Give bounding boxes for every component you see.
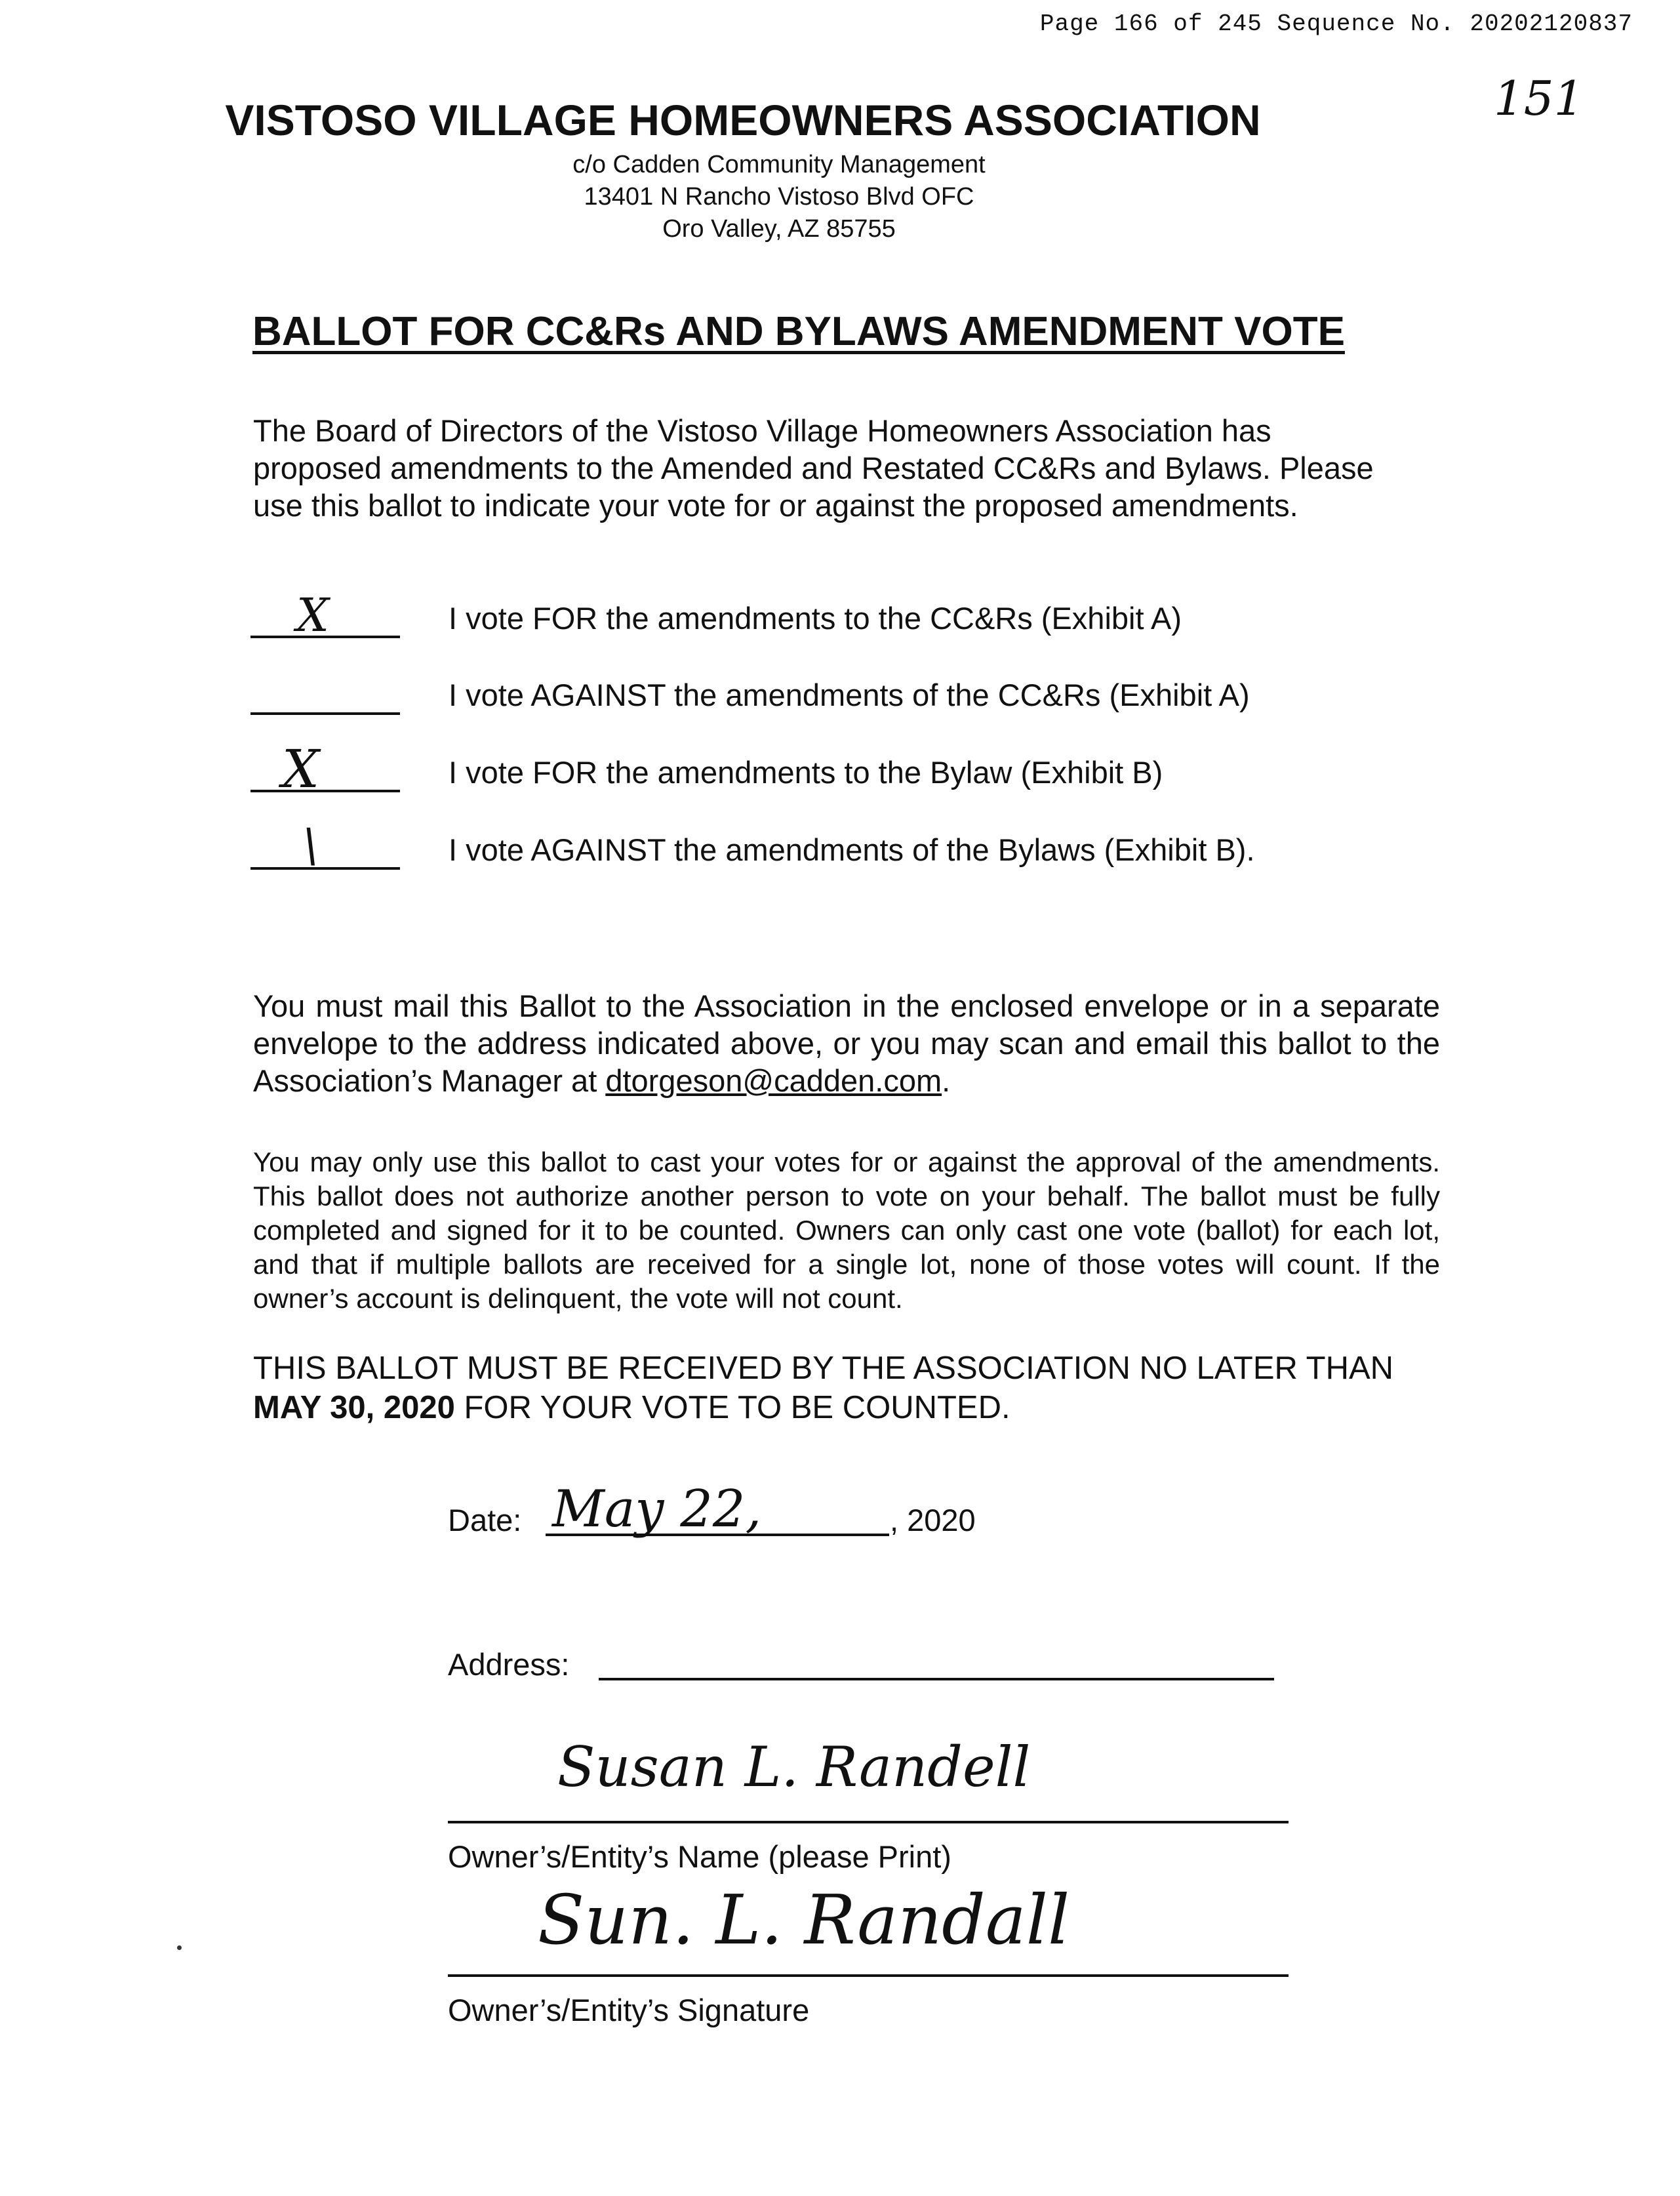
vote-option-bylaws-for[interactable]: [250, 739, 1431, 800]
vote-blank[interactable]: [250, 712, 400, 715]
ballot-title: BALLOT FOR CC&Rs AND BYLAWS AMENDMENT VOTE: [252, 309, 1345, 354]
vote-mark: X: [296, 588, 329, 642]
address-line: Oro Valley, AZ 85755: [662, 215, 896, 243]
address-line: c/o Cadden Community Management: [572, 151, 986, 178]
vote-blank[interactable]: [250, 867, 400, 870]
deadline-text-end: FOR YOUR VOTE TO BE COUNTED.: [454, 1390, 1010, 1425]
address-field[interactable]: [599, 1678, 1274, 1680]
vote-option-ccrs-for[interactable]: [250, 588, 1431, 646]
vote-option-bylaws-against[interactable]: [250, 819, 1431, 878]
ballot-rules: You may only use this ballot to cast your votes for or against the approval of the amendments. This ballot does not authorize another person to vote on your behalf. The ballot must be fully completed and signed for it to be counted. Owners can only cast one vote (ballot) for each lot, and that if multiple ballots are received for a single lot, none of those votes will count. If the owner’s account is delinquent, the vote will not count.: [253, 1147, 1440, 1314]
date-line: [546, 1534, 889, 1536]
association-address: [0, 149, 1680, 245]
vote-option-label: I vote AGAINST the amendments of the CC&Rs (Exhibit A): [449, 678, 1250, 712]
vote-mark: X: [282, 739, 319, 800]
mail-instructions-end: .: [942, 1063, 951, 1098]
association-name: VISTOSO VILLAGE HOMEOWNERS ASSOCIATION: [225, 96, 1261, 144]
signature-label: Owner’s/Entity’s Signature: [448, 1993, 810, 2027]
vote-mark: \: [303, 819, 319, 872]
handwritten-page-number: 151: [1494, 71, 1584, 126]
mail-instructions: [253, 987, 1440, 1099]
owner-name-field[interactable]: Susan L. Randell: [557, 1735, 1031, 1799]
address-label: Address:: [448, 1647, 570, 1682]
address-line: 13401 N Rancho Vistoso Blvd OFC: [584, 183, 974, 211]
vote-blank[interactable]: [250, 790, 400, 792]
owner-name-label: Owner’s/Entity’s Name (please Print): [448, 1839, 951, 1874]
date-field[interactable]: May 22,: [552, 1480, 762, 1539]
vote-option-ccrs-against[interactable]: [250, 670, 1431, 723]
scan-speck: [177, 1945, 182, 1950]
deadline-text: THIS BALLOT MUST BE RECEIVED BY THE ASSOCIATION NO LATER THAN: [253, 1351, 1394, 1386]
intro-paragraph: The Board of Directors of the Vistoso Village Homeowners Association has proposed amendments to the Amended and Restated CC&Rs and Bylaws. Please use this ballot to indicate your vote for or against the proposed amendments.: [253, 413, 1374, 523]
vote-option-label: I vote FOR the amendments to the CC&Rs (Exhibit A): [449, 601, 1182, 636]
owner-name-line: [448, 1821, 1289, 1823]
mail-instructions-text: You must mail this Ballot to the Association in the enclosed envelope or in a separate envelope to the address indicated above, or you may scan and email this ballot to the Association’s Manager at: [253, 988, 1440, 1098]
signature-line: [448, 1974, 1289, 1977]
date-year: , 2020: [890, 1503, 976, 1537]
association-header: [0, 95, 1680, 245]
manager-email-link[interactable]: dtorgeson@cadden.com: [605, 1063, 942, 1098]
vote-option-label: I vote AGAINST the amendments of the Bylaws (Exhibit B).: [449, 832, 1255, 867]
vote-option-label: I vote FOR the amendments to the Bylaw (Exhibit B): [449, 755, 1163, 790]
signature-field[interactable]: Sun. L. Randall: [538, 1880, 1070, 1960]
page-header: Page 166 of 245 Sequence No. 20202120837: [1039, 10, 1633, 37]
deadline-date: MAY 30, 2020: [253, 1390, 455, 1425]
deadline-notice: [253, 1349, 1440, 1427]
date-label: Date:: [448, 1503, 522, 1537]
